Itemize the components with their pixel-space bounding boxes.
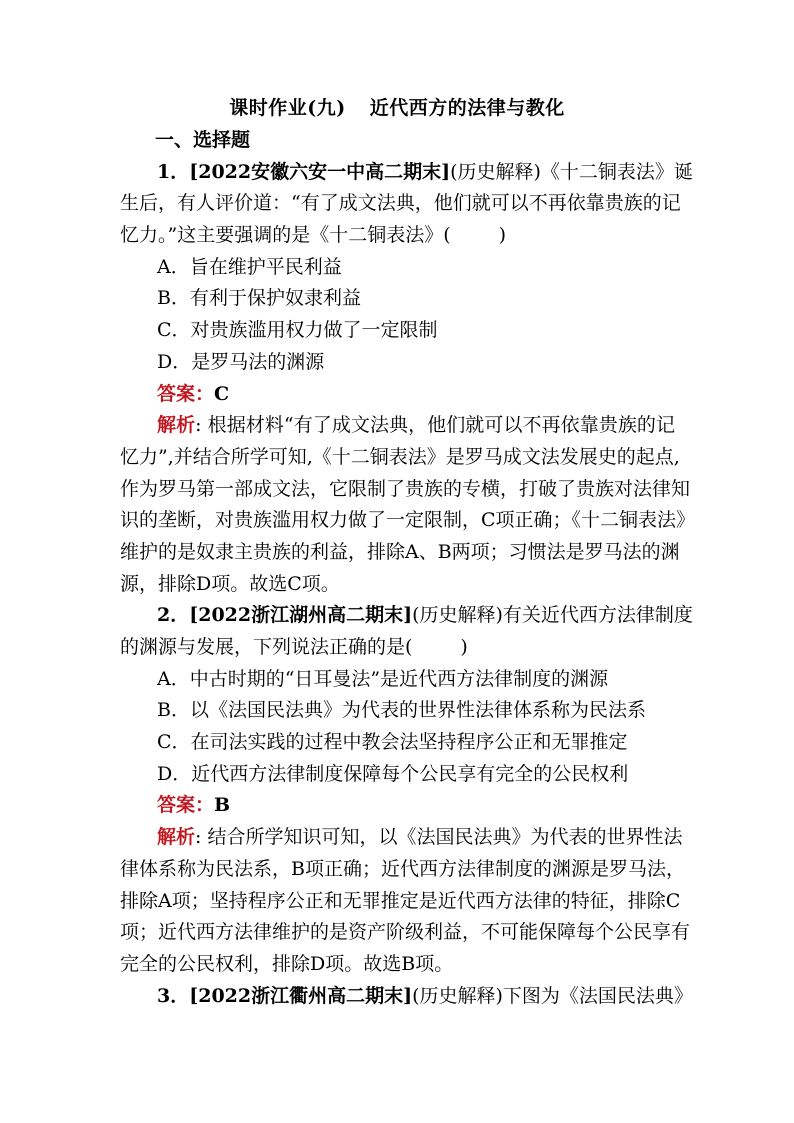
- q1-analysis-line-5: 维护的是奴隶主贵族的利益，排除A、B两项；习惯法是罗马法的渊: [120, 540, 680, 563]
- title-main: 课时作业(九): [229, 97, 346, 119]
- q2-analysis-line-5: 完全的公民权利，排除D项。故选B项。: [120, 952, 454, 975]
- q2-option-d: D．近代西方法律制度保障每个公民享有完全的公民权利: [157, 762, 629, 785]
- q1-option-b: B．有利于保护奴隶利益: [157, 287, 361, 310]
- q1-option-a: A．旨在维护平民利益: [157, 255, 342, 278]
- q1-analysis-line-1: 解析: 根据材料“有了成文法典，他们就可以不再依靠贵族的记: [157, 414, 675, 437]
- q2-analysis-line-4: 项；近代西方法律维护的是资产阶级利益，不可能保障每个公民享有: [120, 921, 691, 944]
- q2-option-c: C．在司法实践的过程中教会法坚持程序公正和无罪推定: [157, 731, 628, 754]
- q1-stem-line-3: 忆力。”这主要强调的是《十二铜表法》( ): [120, 224, 507, 247]
- q1-analysis-line-4: 识的垄断，对贵族滥用权力做了一定限制，C项正确；《十二铜表法》: [120, 509, 696, 532]
- q1-option-d: D．是罗马法的渊源: [157, 350, 325, 373]
- q2-stem-line-2: 的渊源与发展，下列说法正确的是( ): [120, 636, 468, 658]
- q1-option-c: C．对贵族滥用权力做了一定限制: [157, 319, 438, 342]
- q2-analysis-line-3: 排除A项；坚持程序公正和无罪推定是近代西方法律的特征，排除C: [120, 889, 681, 912]
- q2-analysis-line-1: 解析: 结合所学知识可知，以《法国民法典》为代表的世界性法: [157, 826, 683, 849]
- q1-stem-line-1: 1．[2022安徽六安一中高二期末](历史解释)《十二铜表法》诞: [157, 160, 693, 183]
- q2-option-b: B．以《法国民法典》为代表的世界性法律体系称为民法系: [157, 699, 646, 722]
- q2-option-a: A．中古时期的“日耳曼法”是近代西方法律制度的渊源: [157, 667, 609, 690]
- q1-stem-line-2: 生后，有人评价道：“有了成文法典，他们就可以不再依靠贵族的记: [120, 192, 681, 215]
- q1-analysis-line-2: 忆力”,并结合所学可知,《十二铜表法》是罗马成文法发展史的起点,: [120, 445, 680, 468]
- q2-answer: 答案：B: [157, 794, 231, 817]
- q1-analysis-line-3: 作为罗马第一部成文法，它限制了贵族的专横，打破了贵族对法律知: [120, 477, 691, 500]
- q2-analysis-line-2: 律体系称为民法系，B项正确；近代西方法律制度的渊源是罗马法，: [120, 857, 685, 880]
- q3-stem-line-1: 3．[2022浙江衢州高二期末](历史解释)下图为《法国民法典》: [157, 984, 693, 1007]
- q1-analysis-line-6: 源，排除D项。故选C项。: [120, 572, 340, 595]
- page-title: [0, 93, 794, 120]
- q1-answer: 答案：C: [157, 382, 230, 405]
- title-sub: 近代西方的法律与教化: [369, 97, 565, 119]
- q2-stem-line-1: 2．[2022浙江湖州高二期末](历史解释)有关近代西方法律制度: [157, 604, 693, 627]
- document-body: [120, 125, 696, 1012]
- section-heading: 一、选择题: [155, 129, 251, 151]
